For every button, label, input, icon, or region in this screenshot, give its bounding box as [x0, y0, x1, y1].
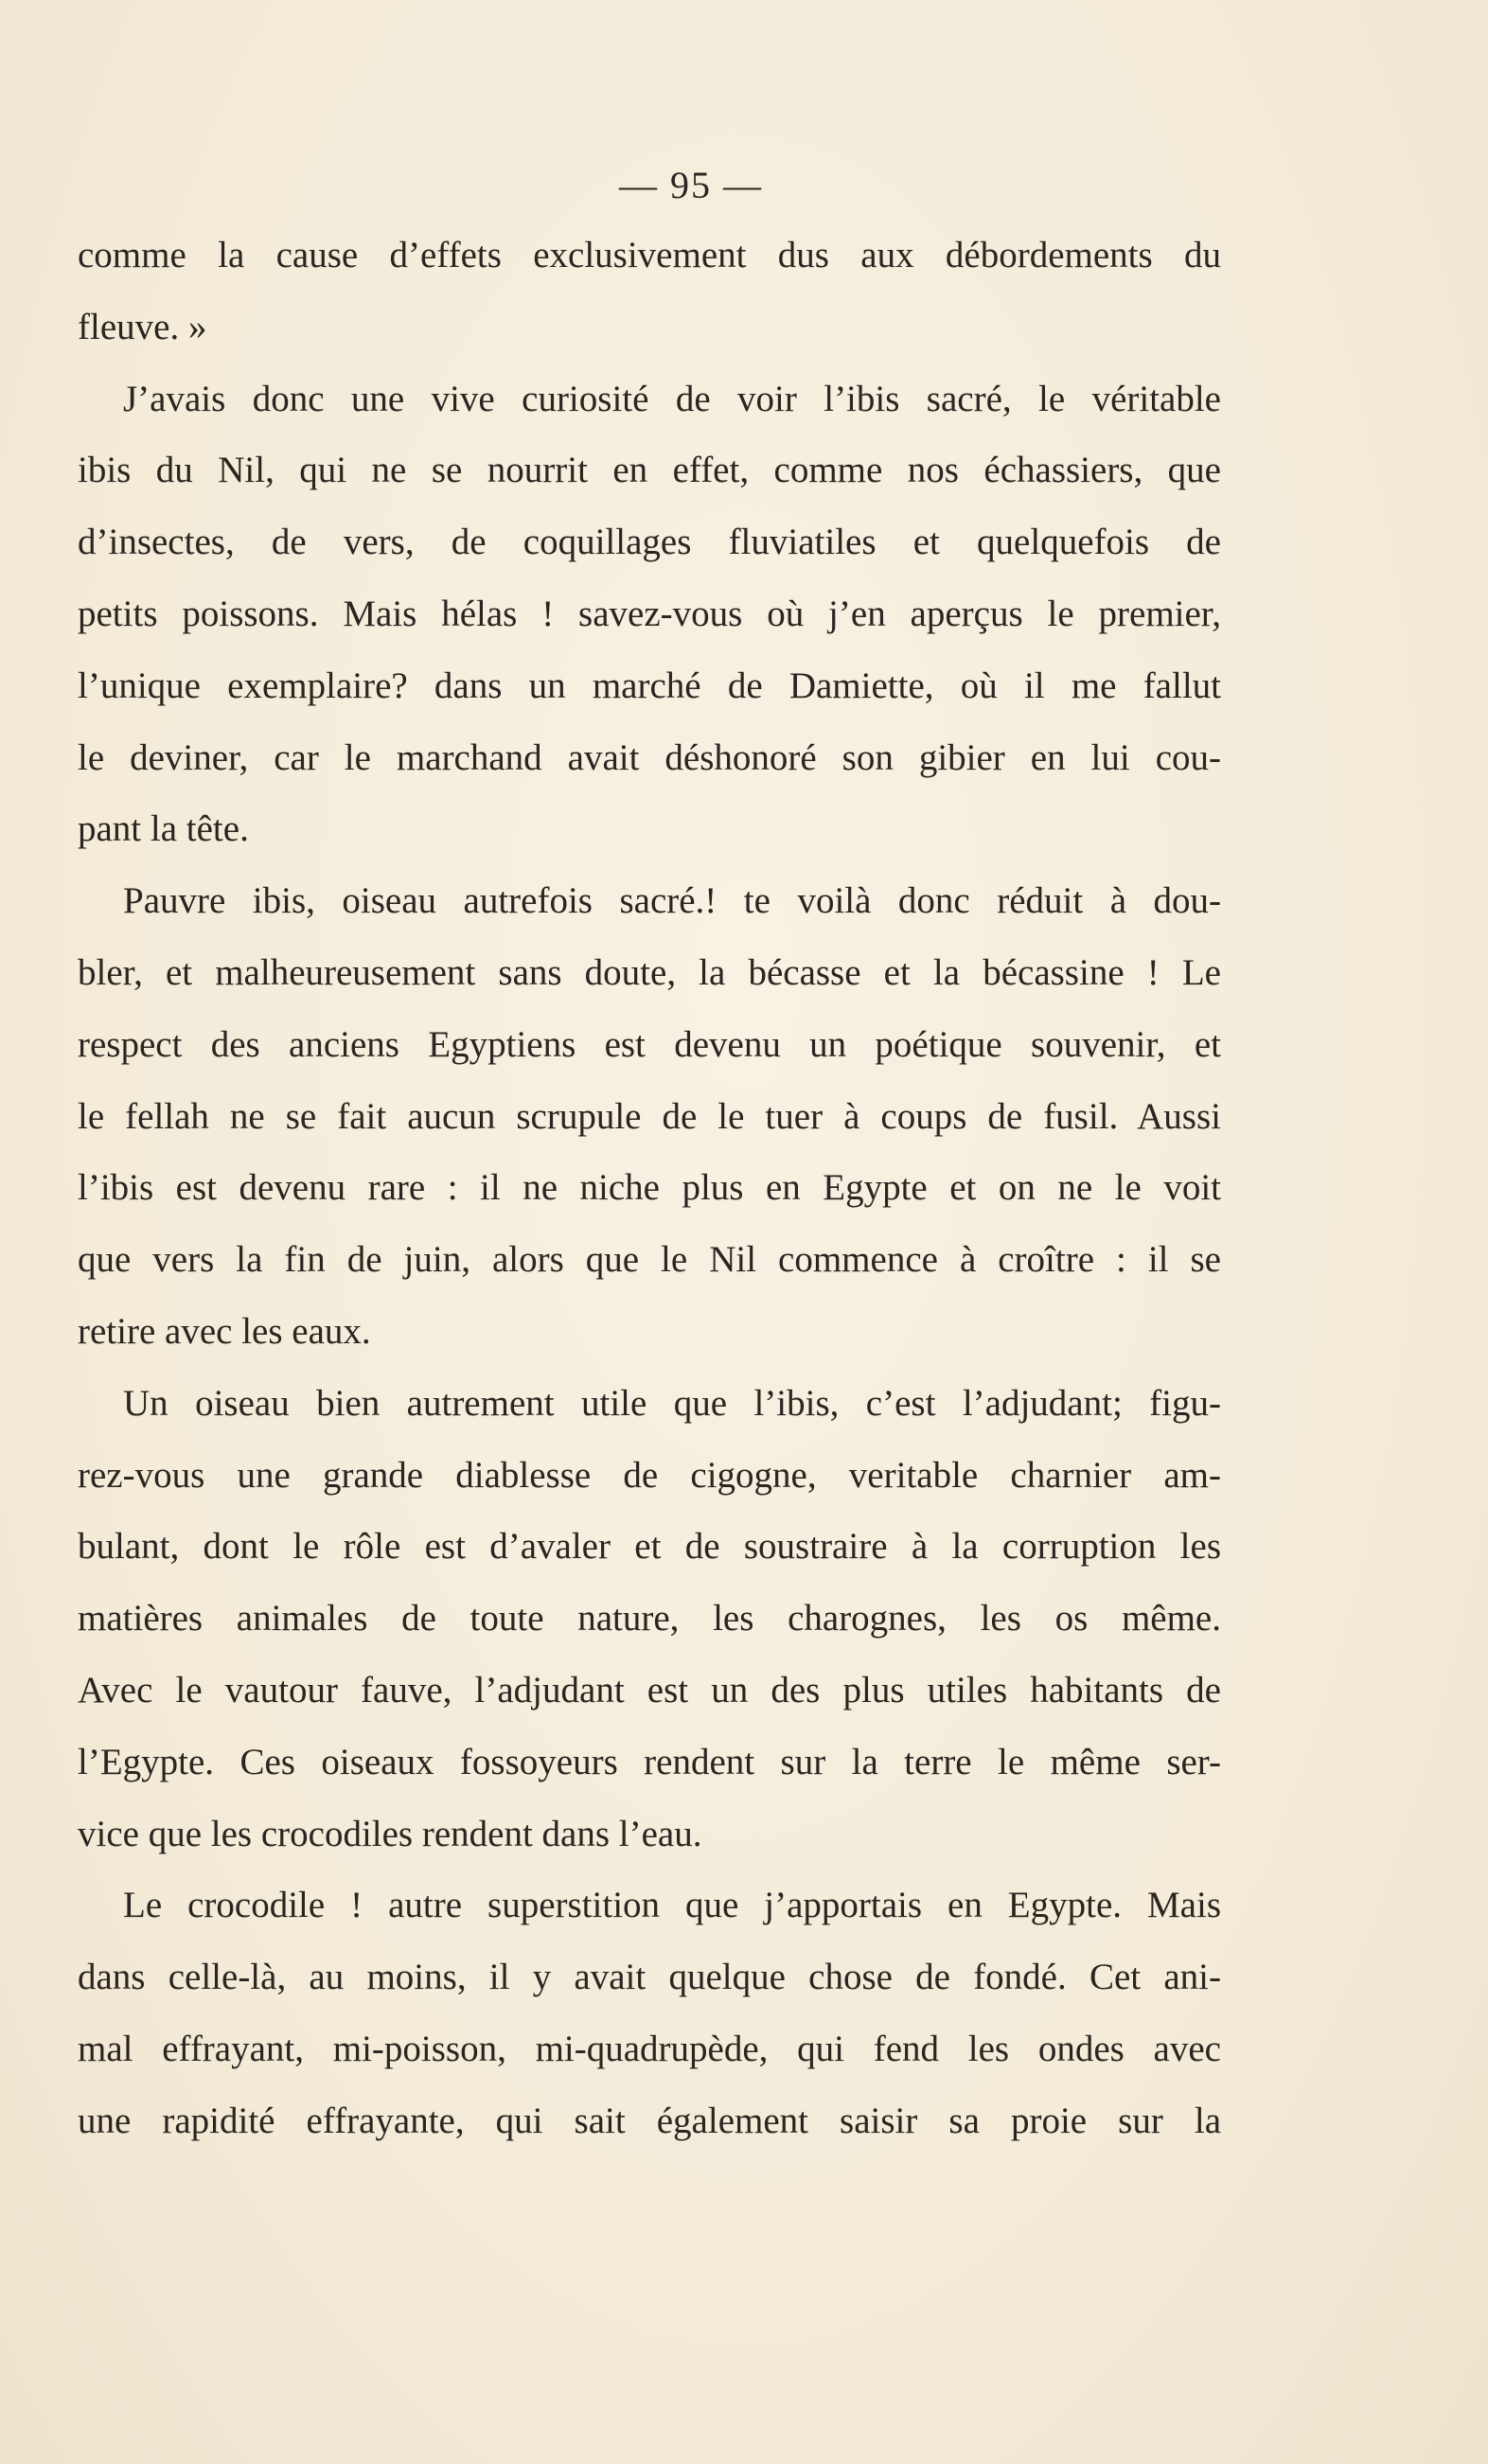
text-line: l’ibis est devenu rare : il ne niche plus en Egypte et on ne le voit — [78, 1167, 1221, 1209]
text-line: bler, et malheureusement sans doute, la bécasse et la bécassine ! Le — [78, 951, 1221, 993]
text-line: bulant, dont le rôle est d’avaler et de soustraire à la corruption les — [78, 1526, 1221, 1568]
text-line: le fellah ne se fait aucun scrupule de le tuer à coups de fusil. Aussi — [78, 1095, 1221, 1137]
text-line: rez-vous une grande diablesse de cigogne, veritable charnier am- — [78, 1454, 1221, 1496]
text-line: respect des anciens Egyptiens est devenu un poétique souvenir, et — [78, 1023, 1221, 1065]
text-line: pant la tête. — [78, 808, 249, 850]
page-number: — 95 — — [619, 164, 763, 206]
text-line: l’unique exemplaire? dans un marché de Damiette, où il me fallut — [78, 665, 1221, 706]
text-line: le deviner, car le marchand avait déshonoré son gibier en lui cou- — [78, 736, 1221, 778]
text-line: que vers la fin de juin, alors que le Nil commence à croître : il se — [78, 1239, 1221, 1281]
text-line: Pauvre ibis, oiseau autrefois sacré.! te voilà donc réduit à dou- — [123, 880, 1221, 922]
text-line: comme la cause d’effets exclusivement dus aux débordements du — [78, 235, 1221, 275]
text-line: vice que les crocodiles rendent dans l’eau. — [78, 1813, 702, 1854]
text-line: Le crocodile ! autre superstition que j’apportais en Egypte. Mais — [123, 1885, 1221, 1926]
body-text — [78, 220, 1221, 2157]
text-line: J’avais donc une vive curiosité de voir l’ibis sacré, le véritable — [123, 378, 1221, 419]
text-line: fleuve. » — [78, 306, 207, 347]
text-line: dans celle-là, au moins, il y avait quelque chose de fondé. Cet ani- — [78, 1957, 1221, 1998]
text-line: mal effrayant, mi-poisson, mi-quadrupède, qui fend les ondes avec — [78, 2028, 1221, 2069]
text-line: Avec le vautour fauve, l’adjudant est un des plus utiles habitants de — [78, 1669, 1221, 1711]
text-line: retire avec les eaux. — [78, 1310, 371, 1352]
text-line: ibis du Nil, qui ne se nourrit en effet, comme nos échassiers, que — [78, 450, 1221, 491]
text-line: matières animales de toute nature, les charognes, les os même. — [78, 1598, 1221, 1640]
text-line: petits poissons. Mais hélas ! savez-vous où j’en aperçus le premier, — [78, 593, 1221, 634]
text-line: une rapidité effrayante, qui sait également saisir sa proie sur la — [78, 2100, 1221, 2141]
text-line: l’Egypte. Ces oiseaux fossoyeurs rendent sur la terre le même ser- — [78, 1741, 1221, 1782]
text-line: d’insectes, de vers, de coquillages fluviatiles et quelquefois de — [78, 522, 1221, 563]
text-line: Un oiseau bien autrement utile que l’ibis, c’est l’adjudant; figu- — [123, 1382, 1221, 1424]
